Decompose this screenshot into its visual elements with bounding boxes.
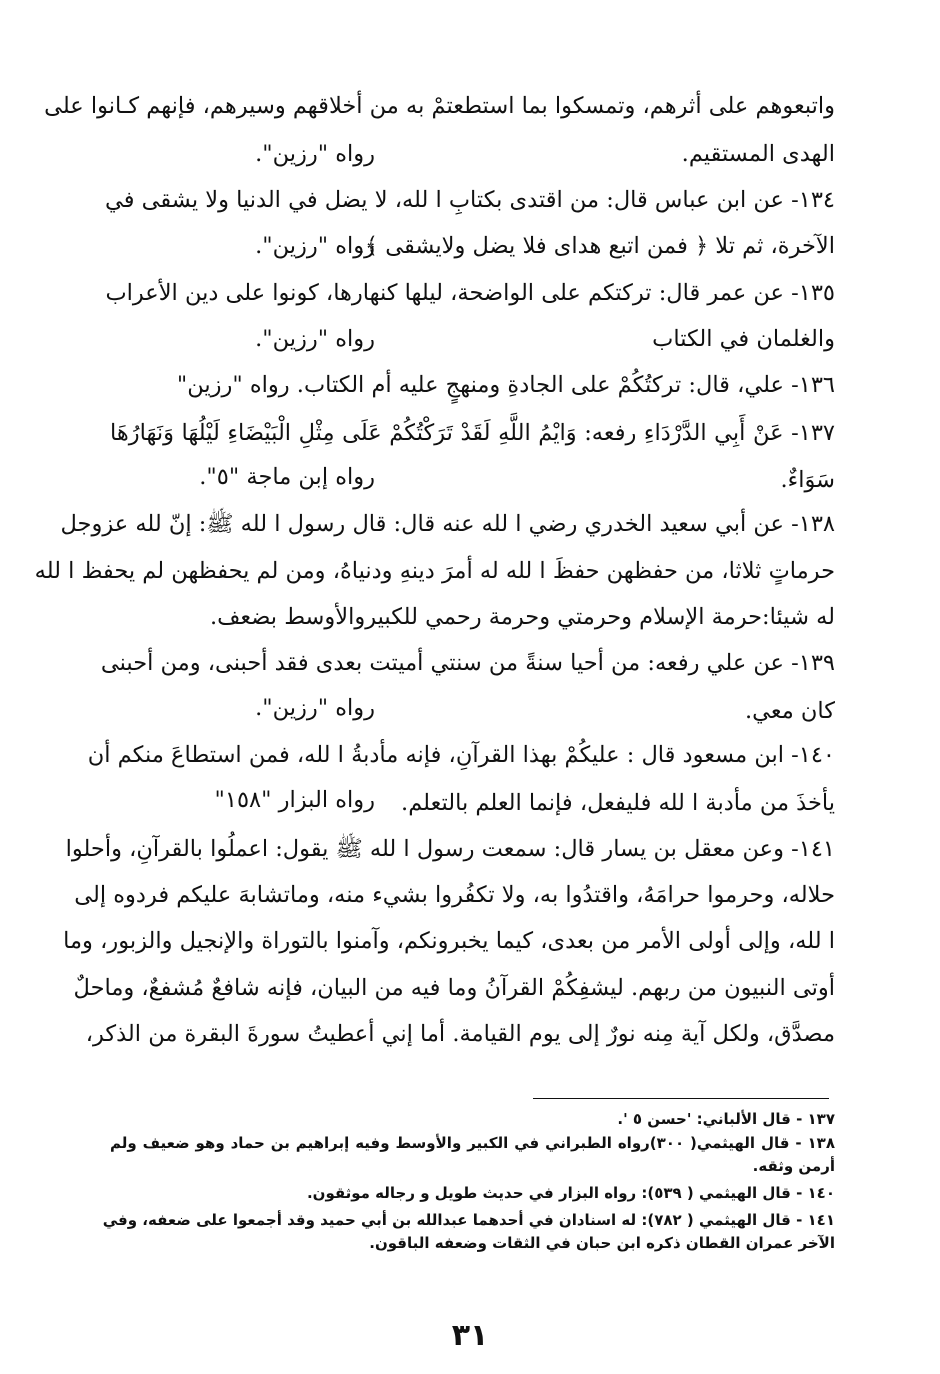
footnote-140: ١٤٠ - قال الهيثمي ( ٥٣٩): رواه البزار في حديث طويل و رجاله موثقون. [306, 1184, 835, 1202]
text-line-14: كان معي. [744, 698, 835, 724]
text-line-11: حرماتٍ ثلاثا، من حفظهن حفظَ ا لله له أمرَ دينهِ ودنياهُ، ومن لم يحفظهن لم يحفظ ا لله [34, 558, 835, 584]
text-line-10: ١٣٨- عن أبي سعيد الخدري رضي ا لله عنه قال: قال رسول ا لله ﷺ: إنّ لله عزوجل [60, 511, 835, 537]
footnote-141: ١٤١ - قال الهيثمي ( ٧٨٢): له اسنادان في أحدهما عبدالله بن أبي حميد وقد أجمعوا على ضعفه، وفي [102, 1211, 835, 1229]
text-line-17: ١٤١- وعن معقل بن يسار قال: سمعت رسول ا لله ﷺ يقول: اعملُوا بالقرآنِ، وأحلوا [65, 836, 835, 862]
footnote-138: ١٣٨ - قال الهيثمي( ٣٠٠)رواه الطبراني في الكبير والأوسط وفيه إبراهيم بن حماد وهو ضعيف ولم [110, 1134, 835, 1152]
riwaya-4: رواه إبن ماجة "٥". [199, 464, 375, 490]
text-line-7: ١٣٦- علي، قال: تركتُكُمْ على الجادةِ ومنهجٍ عليه أم الكتاب. رواه "رزين" [176, 372, 835, 398]
text-line-12: له شيئا:حرمة الإسلام وحرمتي وحرمة رحمي للكبيروالأوسط بضعف. [209, 604, 835, 630]
page-number: ٣١ [451, 1318, 489, 1353]
text-line-16: يأخذَ من مأدبة ا لله فليفعل، فإنما العلم بالتعلم. [401, 790, 835, 816]
text-line-20: أوتى النبيون من ربهم. ليشفِكُمْ القرآنُ وما فيه من البيان، فإنه شافعٌ مُشفعٌ، وماحلٌ [73, 975, 835, 1001]
text-line-1: واتبعوهم على أثرهم، وتمسكوا بما استطعتمْ به من أخلاقهم وسيرهم، فإنهم كـانوا على [44, 93, 835, 119]
text-line-6: والغلمان في الكتاب [652, 326, 835, 352]
text-line-2: الهدى المستقيم. [681, 141, 835, 167]
text-line-4: الآخرة، ثم تلا ﴿ فمن اتبع هداى فلا يضل ولايشقى ﴾. [357, 233, 835, 259]
text-line-9: سَوَاءٌ. [780, 467, 835, 493]
text-line-15: ١٤٠- ابن مسعود قال : عليكُمْ بهذا القرآنِ، فإنه مأدبةُ ا لله، فمن استطاعَ منكم أن [87, 742, 835, 768]
text-line-21: مصدَّق، ولكل آية مِنه نورٌ إلى يوم القيامة. أما إني أعطيتُ سورةَ البقرة من الذكر، [85, 1021, 835, 1047]
riwaya-1: رواه "رزين". [255, 141, 375, 167]
footnote-137: ١٣٧ - قال الألباني: 'حسن ٥ '. [617, 1110, 835, 1128]
riwaya-2: رواه "رزين". [255, 233, 375, 259]
text-line-13: ١٣٩- عن علي رفعه: من أحيا سنةً من سنتي أميتت بعدى فقد أحبنى، ومن أحبنى [100, 650, 835, 676]
footnote-141-cont: الآخر عمران القطان ذكره ابن حبان في الثقات وضعفه الباقون. [369, 1234, 835, 1252]
text-line-19: ا لله، وإلى أولى الأمر من بعدى، كيما يخبرونكم، وآمنوا بالتوراة والإنجيل والزبور، وما [63, 928, 835, 954]
riwaya-5: رواه "رزين". [255, 695, 375, 721]
text-line-5: ١٣٥- عن عمر قال: تركتكم على الواضحة، ليلها كنهارها، كونوا على دين الأعراب [105, 280, 835, 306]
riwaya-3: رواه "رزين". [255, 326, 375, 352]
riwaya-6: رواه البزار "١٥٨" [214, 787, 375, 813]
text-line-18: حلاله، وحرموا حرامَهُ، واقتدُوا به، ولا تكفُروا بشيء منه، وماتشابهَ عليكم فردوه إلى [74, 882, 835, 908]
text-line-3: ١٣٤- عن ابن عباس قال: من اقتدى بكتابِ ا لله، لا يضل في الدنيا ولا يشقى في [104, 187, 835, 213]
footnote-138-cont: أرمن وثقه. [752, 1157, 835, 1175]
text-line-8: ١٣٧- عَنْ أَبِي الدَّرْدَاءِ رفعه: وَايْمُ اللَّهِ لَقَدْ تَرَكْتُكُمْ عَلَى مِثْلِ الْبَيْضَاءِ لَيْلُهَا وَنَهَارُهَا [110, 420, 835, 446]
footnote-separator [533, 1098, 829, 1099]
